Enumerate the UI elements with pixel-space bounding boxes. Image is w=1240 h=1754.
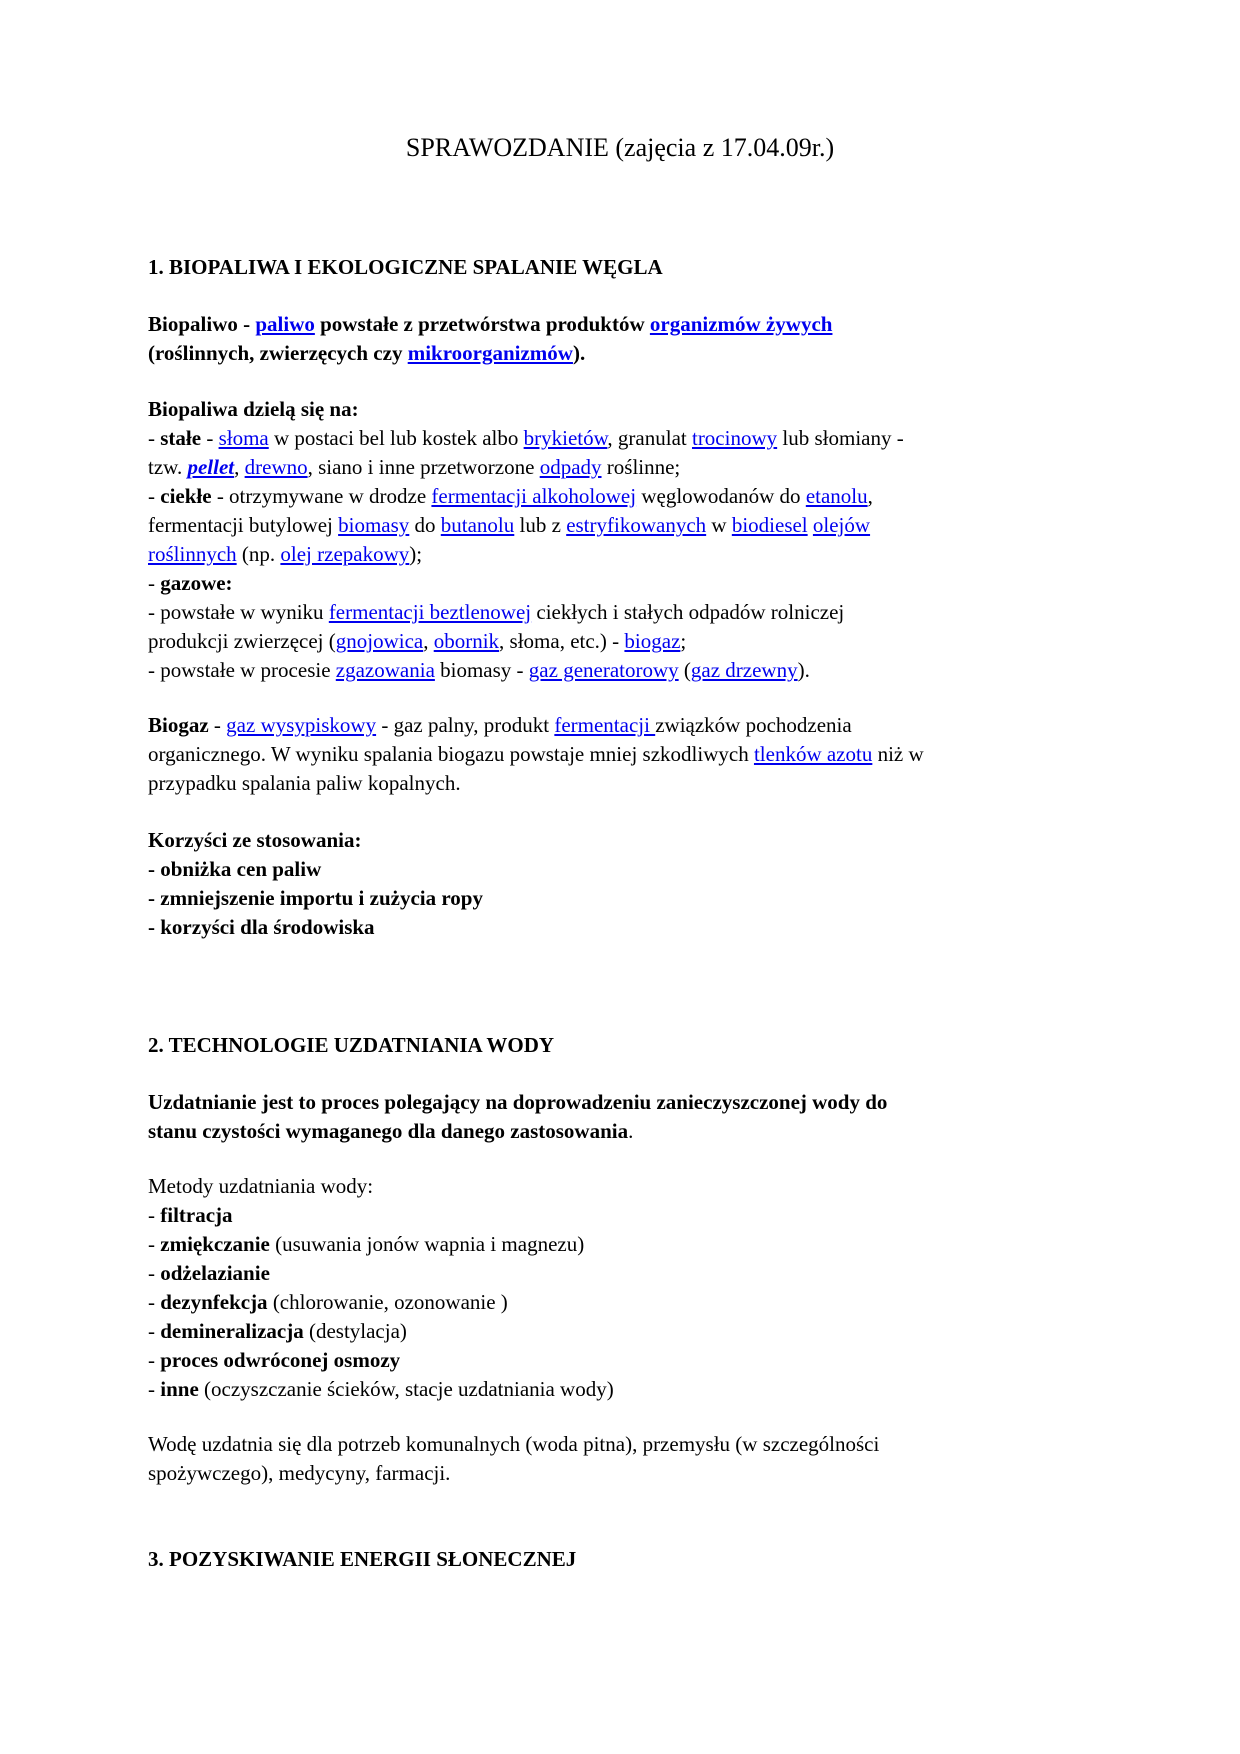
method-name: demineralizacja	[160, 1319, 304, 1343]
link-odpady[interactable]: odpady	[539, 455, 602, 479]
stale-text-7: roślinne;	[601, 455, 681, 479]
biogaz-text-1: - gaz palny, produkt	[376, 713, 555, 737]
link-gaz-drzewny[interactable]: gaz drzewny	[690, 658, 798, 682]
method-item	[148, 1288, 1088, 1317]
ciekle-label: ciekłe	[160, 484, 212, 508]
gazowe-text-2: ciekłych i stałych odpadów rolniczej	[531, 600, 845, 624]
link-biodiesel[interactable]: biodiesel	[731, 513, 808, 537]
link-fermentacji[interactable]: fermentacji	[554, 713, 656, 737]
link-fermentacji-alkoholowej[interactable]: fermentacji alkoholowej	[431, 484, 637, 508]
methods-heading: Metody uzdatniania wody:	[148, 1174, 374, 1198]
gazowe-prefix: -	[148, 571, 161, 595]
method-desc: (chlorowanie, ozonowanie )	[267, 1290, 508, 1314]
biogaz-term: Biogaz	[148, 713, 209, 737]
link-trocinowy[interactable]: trocinowy	[691, 426, 778, 450]
method-item	[148, 1230, 1088, 1259]
def-term: Biopaliwo	[148, 312, 238, 336]
stale-prefix: -	[148, 426, 161, 450]
ciekle-text-6: lub z	[514, 513, 567, 537]
gazowe-text-4: ,	[423, 629, 434, 653]
method-dash: -	[148, 1261, 161, 1285]
link-obornik[interactable]: obornik	[433, 629, 500, 653]
method-item	[148, 1346, 1088, 1375]
def-text-1: powstałe z przetwórstwa produktów	[314, 312, 650, 336]
ciekle-text-2: węglowodanów do	[636, 484, 806, 508]
biopaliwo-definition	[148, 310, 1088, 368]
korzysci-item: - korzyści dla środowiska	[148, 915, 375, 939]
method-item	[148, 1317, 1088, 1346]
stale-text-1: w postaci bel lub kostek albo	[268, 426, 524, 450]
method-dash: -	[148, 1232, 161, 1256]
method-desc: (oczyszczanie ścieków, stacje uzdatniania wody)	[198, 1377, 614, 1401]
method-name: proces odwróconej osmozy	[160, 1348, 401, 1372]
gazowe-text-8: biomasy -	[434, 658, 529, 682]
stale-text-5: ,	[234, 455, 245, 479]
korzysci-item: - zmniejszenie importu i zużycia ropy	[148, 886, 483, 910]
ciekle-text-10: );	[409, 542, 423, 566]
biogaz-dash: -	[208, 713, 227, 737]
def-line-2-end: .	[628, 1119, 634, 1143]
biopaliwa-types	[148, 395, 1088, 685]
link-pellet[interactable]: pellet	[187, 455, 235, 479]
biogaz-text-3: organicznego. W wyniku spalania biogazu powstaje mniej szkodliwych	[148, 742, 754, 766]
ciekle-text-1: - otrzymywane w drodze	[211, 484, 432, 508]
link-gaz-wysypiskowy[interactable]: gaz wysypiskowy	[226, 713, 377, 737]
usage-line-2: spożywczego), medycyny, farmacji.	[148, 1461, 451, 1485]
ciekle-text-7: w	[706, 513, 732, 537]
stale-text-4: tzw.	[148, 455, 188, 479]
link-butanolu[interactable]: butanolu	[440, 513, 515, 537]
link-roslinnych[interactable]: roślinnych	[148, 542, 237, 566]
gazowe-text-9: (	[678, 658, 691, 682]
gazowe-text-7: - powstałe w procesie	[148, 658, 336, 682]
usage-line-1: Wodę uzdatnia się dla potrzeb komunalnych (woda pitna), przemysłu (w szczególności	[148, 1432, 880, 1456]
link-mikroorganizmow[interactable]: mikroorganizmów	[407, 341, 573, 365]
method-name: odżelazianie	[160, 1261, 270, 1285]
method-name: inne	[160, 1377, 199, 1401]
biogaz-text-5: przypadku spalania paliw kopalnych.	[148, 771, 461, 795]
method-dash: -	[148, 1319, 161, 1343]
link-fermentacji-beztlenowej[interactable]: fermentacji beztlenowej	[328, 600, 532, 624]
uzdatnianie-definition	[148, 1088, 1088, 1146]
ciekle-prefix: -	[148, 484, 161, 508]
types-heading: Biopaliwa dzielą się na:	[148, 397, 359, 421]
link-organizmow-zywych[interactable]: organizmów żywych	[649, 312, 833, 336]
usage-paragraph	[148, 1430, 1088, 1488]
link-biomasy[interactable]: biomasy	[338, 513, 410, 537]
method-name: zmiękczanie	[160, 1232, 270, 1256]
biogaz-paragraph	[148, 711, 1088, 798]
biogaz-text-4: niż w	[872, 742, 924, 766]
method-desc: (destylacja)	[303, 1319, 407, 1343]
def-text-3: ).	[572, 341, 586, 365]
gazowe-text-10: ).	[797, 658, 810, 682]
link-etanolu[interactable]: etanolu	[805, 484, 868, 508]
link-sloma[interactable]: słoma	[218, 426, 269, 450]
method-item	[148, 1259, 1088, 1288]
ciekle-text-3: ,	[867, 484, 873, 508]
gazowe-text-6: ;	[680, 629, 687, 653]
method-dash: -	[148, 1348, 161, 1372]
method-item	[148, 1375, 1088, 1404]
gazowe-text-3: produkcji zwierzęcej (	[148, 629, 336, 653]
stale-text-2: , granulat	[607, 426, 692, 450]
biogaz-text-2: związków pochodzenia	[655, 713, 852, 737]
section-2-heading: 2. TECHNOLOGIE UZDATNIANIA WODY	[148, 1033, 555, 1057]
link-biogaz[interactable]: biogaz	[624, 629, 681, 653]
gazowe-text-5: , słoma, etc.) -	[499, 629, 625, 653]
link-olejow[interactable]: olejów	[812, 513, 871, 537]
ciekle-text-5: do	[409, 513, 441, 537]
link-brykietow[interactable]: brykietów	[523, 426, 608, 450]
def-line-2: stanu czystości wymaganego dla danego zastosowania	[148, 1119, 629, 1143]
stale-text-6: , siano i inne przetworzone	[307, 455, 540, 479]
gazowe-label: gazowe:	[160, 571, 233, 595]
link-gaz-generatorowy[interactable]: gaz generatorowy	[528, 658, 679, 682]
page-title	[0, 133, 1240, 163]
method-name: filtracja	[160, 1203, 233, 1227]
link-gnojowica[interactable]: gnojowica	[335, 629, 424, 653]
ciekle-text-4: fermentacji butylowej	[148, 513, 339, 537]
link-paliwo[interactable]: paliwo	[255, 312, 315, 336]
method-name: dezynfekcja	[160, 1290, 268, 1314]
link-zgazowania[interactable]: zgazowania	[335, 658, 435, 682]
title-sub: (zajęcia z 17.04.09r.)	[608, 133, 835, 162]
link-olej-rzepakowy[interactable]: olej rzepakowy	[280, 542, 410, 566]
def-text-2: (roślinnych, zwierzęcych czy	[148, 341, 408, 365]
def-line-1: Uzdatnianie jest to proces polegający na doprowadzeniu zanieczyszczonej wody do	[148, 1090, 888, 1114]
method-item	[148, 1201, 1088, 1230]
method-dash: -	[148, 1290, 161, 1314]
link-estryfikowanych[interactable]: estryfikowanych	[566, 513, 707, 537]
stale-label: stałe	[160, 426, 202, 450]
korzysci-heading: Korzyści ze stosowania:	[148, 828, 362, 852]
method-dash: -	[148, 1203, 161, 1227]
korzysci-list	[148, 826, 1088, 942]
title-main: SPRAWOZDANIE	[405, 133, 609, 162]
section-3-heading: 3. POZYSKIWANIE ENERGII SŁONECZNEJ	[148, 1547, 577, 1571]
method-dash: -	[148, 1377, 161, 1401]
stale-text-3: lub słomiany -	[777, 426, 904, 450]
section-1-heading: 1. BIOPALIWA I EKOLOGICZNE SPALANIE WĘGLA	[148, 255, 663, 279]
ciekle-text-9: (np.	[236, 542, 281, 566]
method-desc: (usuwania jonów wapnia i magnezu)	[269, 1232, 585, 1256]
gazowe-text-1: - powstałe w wyniku	[148, 600, 329, 624]
link-tlenkow-azotu[interactable]: tlenków azotu	[753, 742, 873, 766]
stale-dash: -	[201, 426, 219, 450]
link-drewno[interactable]: drewno	[244, 455, 308, 479]
methods-list	[148, 1172, 1088, 1404]
def-dash: -	[237, 312, 256, 336]
korzysci-item: - obniżka cen paliw	[148, 857, 322, 881]
